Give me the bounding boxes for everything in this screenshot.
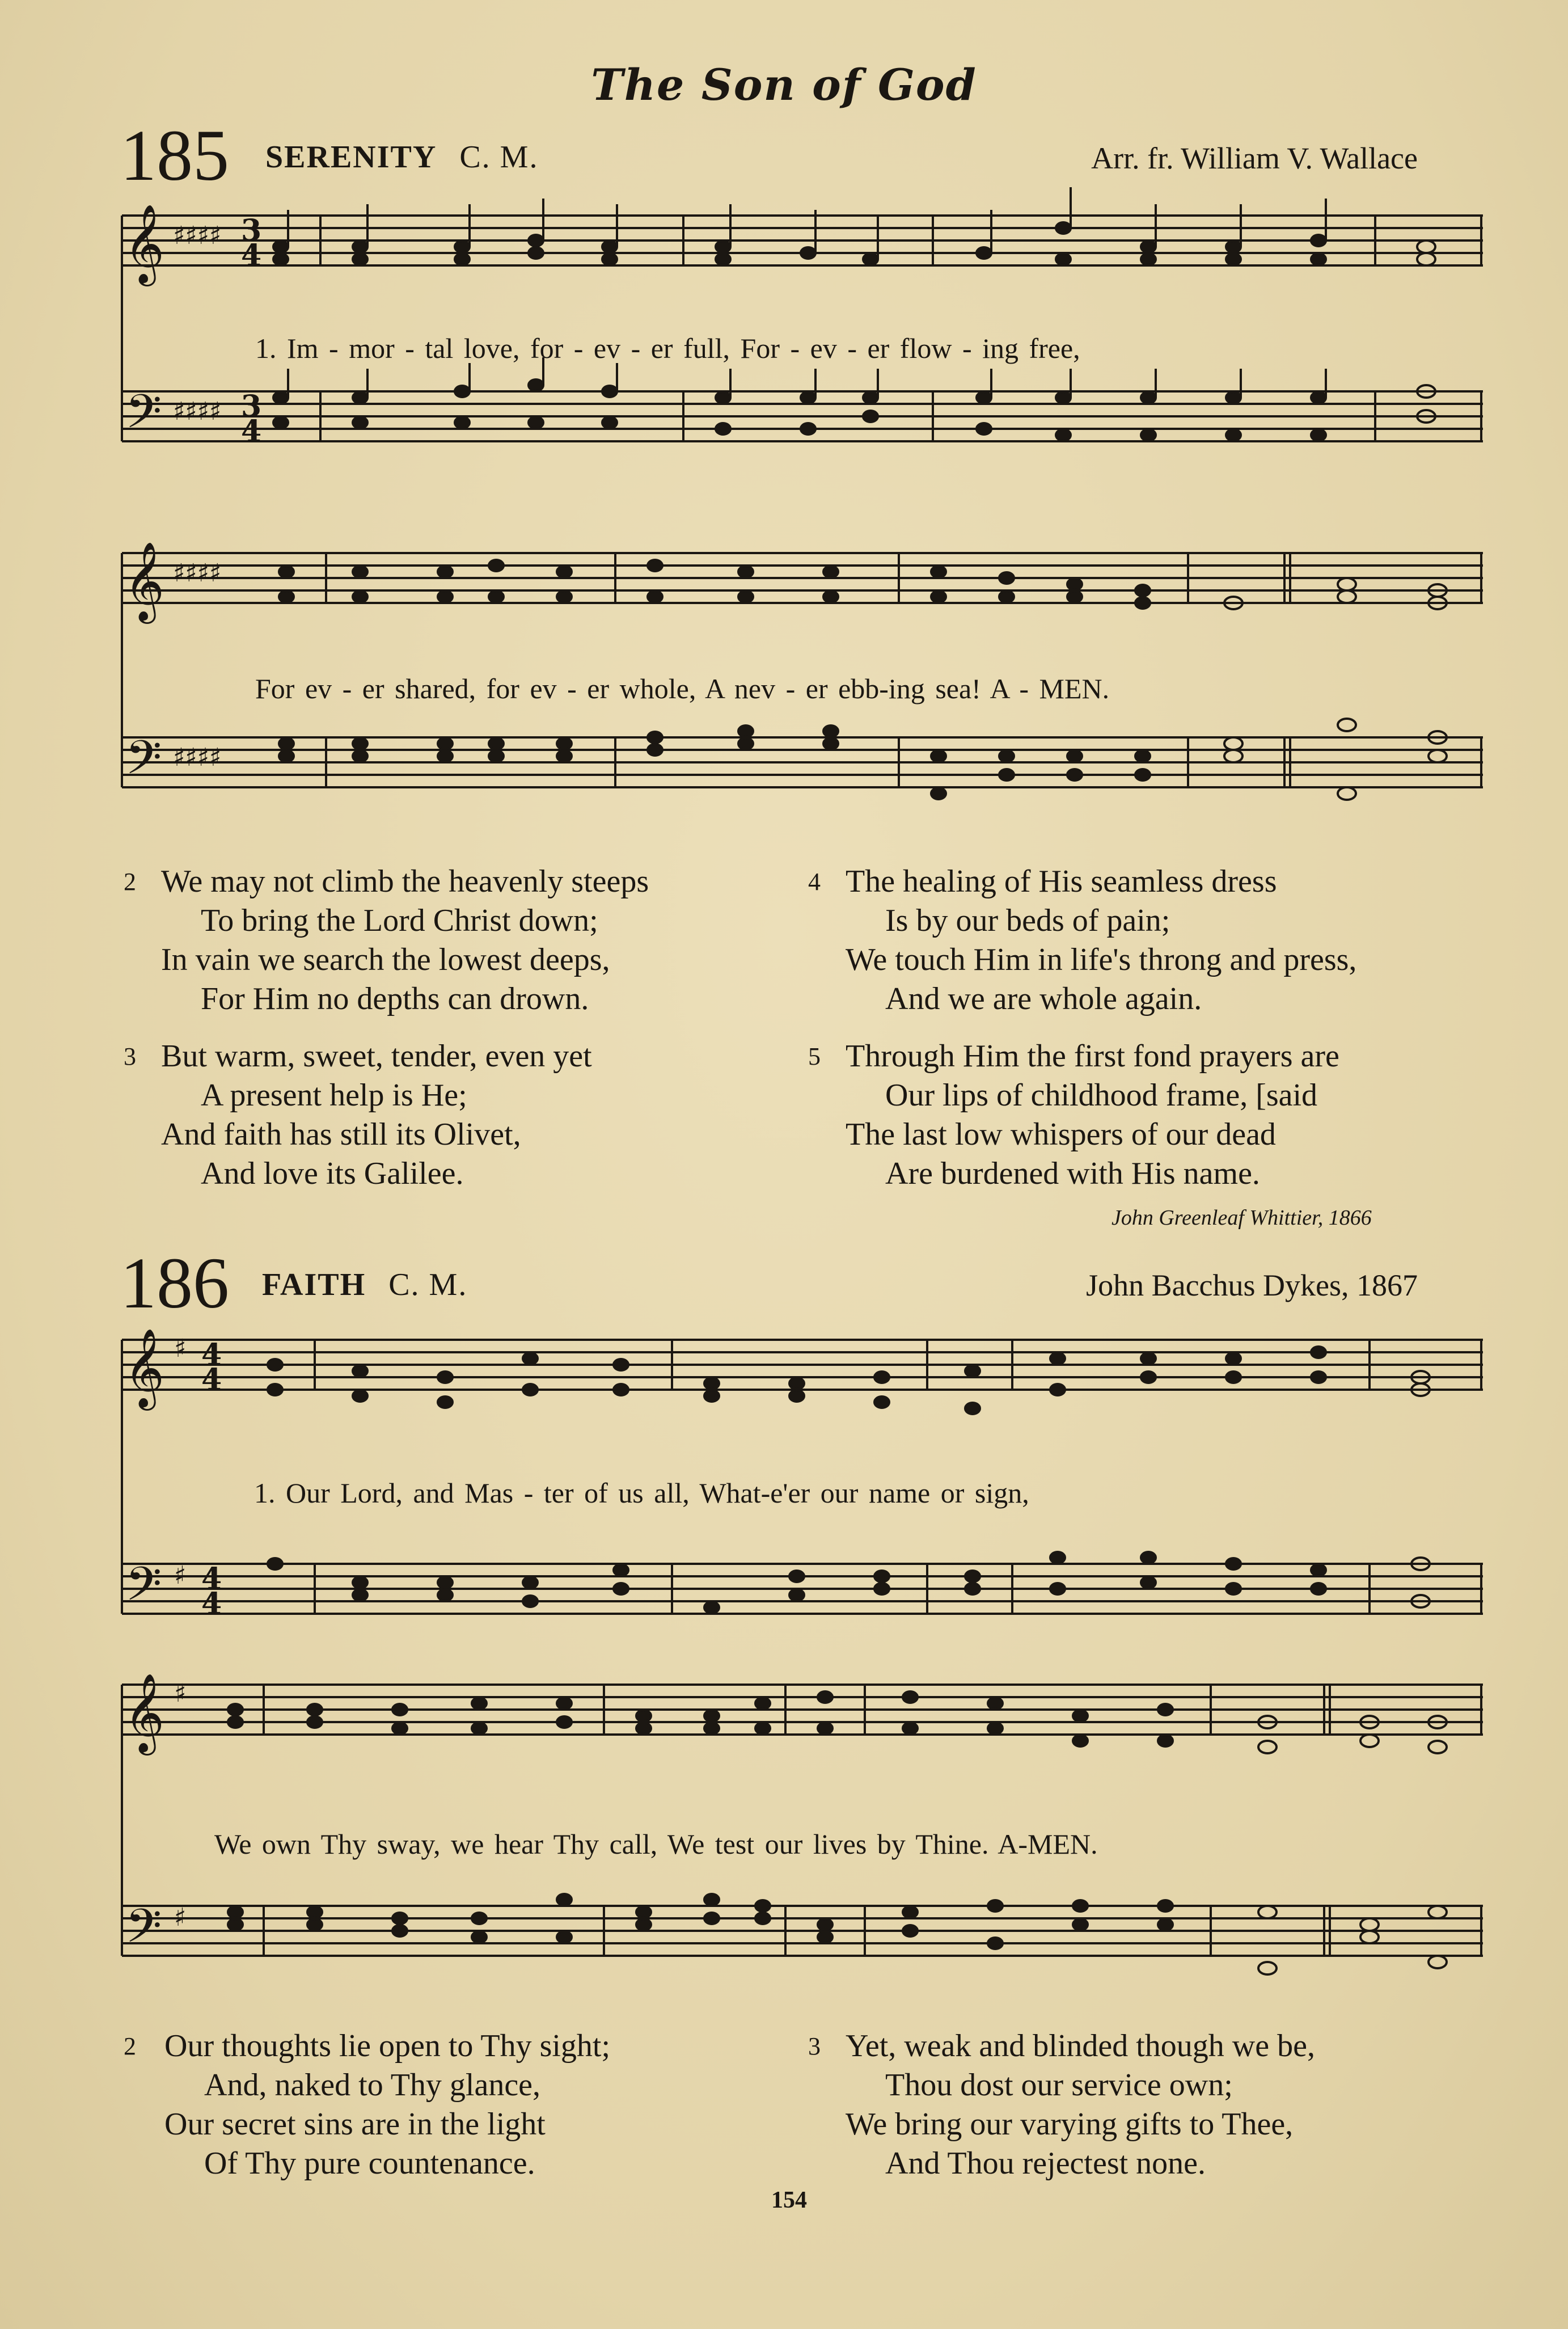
lyrics-line: 1. Im - mor - tal love, for - ev - er full, For - ev - er flow - ing free, — [255, 332, 1080, 364]
verse-line: But warm, sweet, tender, even yet — [161, 1039, 592, 1074]
lyrics-line: We own Thy sway, we hear Thy call, We test our lives by Thine. A-MEN. — [214, 1828, 1098, 1860]
verse-number: 2 — [124, 2032, 136, 2060]
lyrics-line: For ev - er shared, for ev - er whole, A nev - er ebb-ing sea! A - MEN. — [255, 673, 1110, 704]
svg-text:♯♯♯♯: ♯♯♯♯ — [173, 559, 222, 588]
verse-line: The last low whispers of our dead — [846, 1117, 1276, 1152]
svg-text:𝄞: 𝄞 — [124, 542, 164, 621]
verse-line: And we are whole again. — [885, 981, 1202, 1016]
verse-line: In vain we search the lowest deeps, — [161, 942, 610, 977]
meter: C. M. — [459, 140, 539, 175]
verse-line: Through Him the first fond prayers are — [846, 1039, 1339, 1074]
svg-text:𝄞: 𝄞 — [124, 1328, 164, 1407]
svg-text:𝄢: 𝄢 — [125, 384, 162, 450]
verse-line: Yet, weak and blinded though we be, — [846, 2028, 1315, 2064]
verse — [808, 862, 1494, 1019]
verse-line: The healing of His seamless dress — [846, 864, 1277, 899]
music-credit: John Bacchus Dykes, 1867 — [1086, 1268, 1418, 1302]
svg-text:𝄢: 𝄢 — [125, 1898, 162, 1965]
page-number: 154 — [771, 2187, 807, 2213]
verse — [124, 2027, 787, 2183]
svg-text:𝄢: 𝄢 — [125, 730, 162, 796]
svg-text:4: 4 — [201, 1562, 222, 1596]
svg-text:4: 4 — [201, 1338, 222, 1372]
verse-line: And, naked to Thy glance, — [204, 2068, 541, 2103]
svg-text:♯: ♯ — [174, 1561, 187, 1590]
verse — [124, 1037, 787, 1193]
verse-line: Our thoughts lie open to Thy sight; — [164, 2028, 611, 2064]
verse-line: Are burdened with His name. — [885, 1156, 1260, 1191]
text-credit: John Greenleaf Whittier, 1866 — [1111, 1206, 1372, 1230]
verse-line: And love its Galilee. — [201, 1156, 464, 1191]
verse-number: 5 — [808, 1043, 821, 1070]
hymn-number: 185 — [120, 115, 229, 196]
svg-text:♯: ♯ — [174, 1903, 187, 1932]
svg-text:𝄢: 𝄢 — [125, 1556, 162, 1623]
verse-line: To bring the Lord Christ down; — [201, 903, 598, 938]
svg-text:𝄞: 𝄞 — [124, 1673, 164, 1752]
verse-number: 2 — [124, 868, 136, 896]
svg-text:4: 4 — [241, 414, 262, 449]
svg-text:♯: ♯ — [174, 1334, 187, 1363]
verse-number: 3 — [808, 2032, 821, 2060]
svg-text:♯♯♯♯: ♯♯♯♯ — [173, 397, 222, 426]
verse-line: We bring our varying gifts to Thee, — [846, 2107, 1294, 2142]
verse-line: We touch Him in life's throng and press, — [846, 942, 1357, 977]
verse — [808, 2027, 1494, 2183]
verse-line: Our lips of childhood frame, [said — [885, 1078, 1318, 1113]
svg-text:♯: ♯ — [174, 1679, 187, 1708]
hymn-number: 186 — [120, 1243, 229, 1323]
lyrics-line: 1. Our Lord, and Mas - ter of us all, What-e'er our name or sign, — [254, 1477, 1029, 1509]
svg-text:4: 4 — [241, 238, 262, 273]
svg-text:♯♯♯♯: ♯♯♯♯ — [173, 743, 222, 772]
verse-line: And faith has still its Olivet, — [161, 1117, 521, 1152]
verse — [124, 862, 787, 1019]
verse-number: 3 — [124, 1043, 136, 1070]
verse-line: A present help is He; — [201, 1078, 467, 1113]
music-credit: Arr. fr. William V. Wallace — [1091, 141, 1418, 175]
verse — [808, 1037, 1494, 1193]
tune-name-row — [262, 1267, 467, 1303]
meter: C. M. — [388, 1267, 468, 1302]
verse-line: Is by our beds of pain; — [885, 903, 1170, 938]
svg-text:3: 3 — [241, 389, 262, 424]
verse-line: Of Thy pure countenance. — [204, 2146, 535, 2181]
verse-line: And Thou rejectest none. — [885, 2146, 1206, 2181]
svg-text:4: 4 — [201, 1587, 222, 1621]
svg-text:3: 3 — [241, 213, 262, 248]
svg-text:4: 4 — [201, 1362, 222, 1397]
svg-text:♯♯♯♯: ♯♯♯♯ — [173, 221, 222, 250]
tune-name: SERENITY — [265, 140, 437, 175]
section-title: The Son of God — [591, 60, 977, 110]
verse-line: For Him no depths can drown. — [201, 981, 589, 1016]
tune-name: FAITH — [262, 1267, 366, 1302]
verse-line: Our secret sins are in the light — [164, 2107, 546, 2142]
tune-name-row — [265, 139, 538, 175]
svg-text:𝄞: 𝄞 — [124, 204, 164, 283]
verse-line: Thou dost our service own; — [885, 2068, 1233, 2103]
verse-line: We may not climb the heavenly steeps — [161, 864, 649, 899]
verse-number: 4 — [808, 868, 821, 896]
